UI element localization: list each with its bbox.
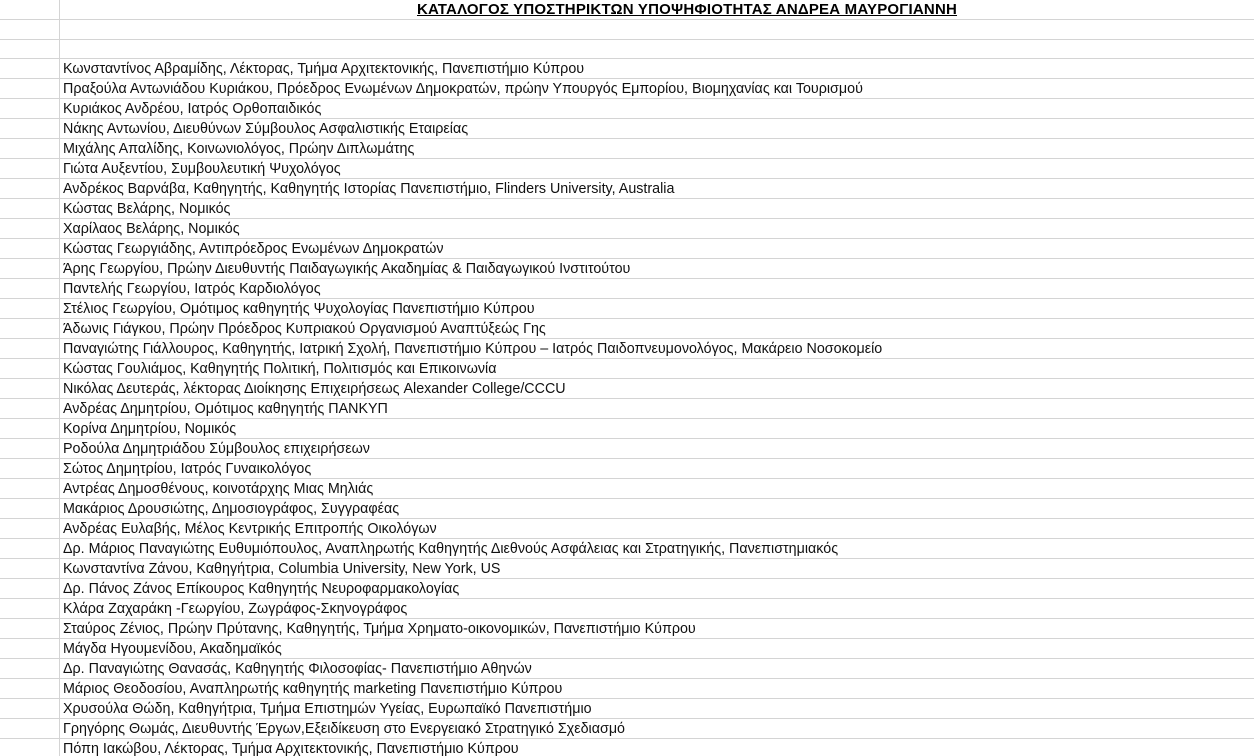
table-row[interactable] <box>0 559 1254 579</box>
blank-row[interactable] <box>0 40 1254 59</box>
supporter-cell: Κωνσταντίνα Ζάνου, Καθηγήτρια, Columbia University, New York, US <box>63 561 501 577</box>
supporter-cell: Παναγιώτης Γιάλλουρος, Καθηγητής, Ιατρική Σχολή, Πανεπιστήμιο Κύπρου – Ιατρός Παιδοπνευμονολόγος, Μακάρειο Νοσοκομείο <box>63 341 883 357</box>
supporter-cell: Σώτος Δημητρίου, Ιατρός Γυναικολόγος <box>63 461 312 477</box>
supporter-cell: Στέλιος Γεωργίου, Ομότιμος καθηγητής Ψυχολογίας Πανεπιστήμιο Κύπρου <box>63 301 535 317</box>
page-title: ΚΑΤΑΛΟΓΟΣ ΥΠΟΣΤΗΡΙΚΤΩΝ ΥΠΟΨΗΦΙΟΤΗΤΑΣ ΑΝΔΡΕΑ ΜΑΥΡΟΓΙΑΝΝΗ <box>416 1 958 18</box>
table-row[interactable] <box>0 319 1254 339</box>
supporter-cell: Κώστας Γεωργιάδης, Αντιπρόεδρος Ενωμένων Δημοκρατών <box>63 241 444 257</box>
supporter-cell: Κορίνα Δημητρίου, Νομικός <box>63 421 237 437</box>
supporter-cell: Σταύρος Ζένιος, Πρώην Πρύτανης, Καθηγητής, Τμήμα Χρηματο-οικονομικών, Πανεπιστήμιο Κύπρου <box>63 621 696 637</box>
table-row[interactable] <box>0 59 1254 79</box>
supporter-cell: Κώστας Γουλιάμος, Καθηγητής Πολιτική, Πολιτισμός και Επικοινωνία <box>63 361 497 377</box>
supporter-cell: Χρυσούλα Θώδη, Καθηγήτρια, Τμήμα Επιστημών Υγείας, Ευρωπαϊκό Πανεπιστήμιο <box>63 701 592 717</box>
supporter-cell: Κυριάκος Ανδρέου, Ιατρός Ορθοπαιδικός <box>63 101 322 117</box>
supporter-cell: Μάγδα Ηγουμενίδου, Ακαδημαϊκός <box>63 641 282 657</box>
table-row[interactable] <box>0 339 1254 359</box>
supporter-cell: Γρηγόρης Θωμάς, Διευθυντής Έργων,Εξειδίκευση στο Ενεργειακό Στρατηγικό Σχεδιασμό <box>63 721 626 737</box>
table-row[interactable] <box>0 139 1254 159</box>
table-row[interactable] <box>0 239 1254 259</box>
table-row[interactable] <box>0 299 1254 319</box>
table-row[interactable] <box>0 599 1254 619</box>
supporter-cell: Δρ. Παναγιώτης Θανασάς, Καθηγητής Φιλοσοφίας- Πανεπιστήμιο Αθηνών <box>63 661 532 677</box>
supporter-cell: Κωνσταντίνος Αβραμίδης, Λέκτορας, Τμήμα Αρχιτεκτονικής, Πανεπιστήμιο Κύπρου <box>63 61 585 77</box>
supporter-cell: Άδωνις Γιάγκου, Πρώην Πρόεδρος Κυπριακού Οργανισμού Αναπτύξεώς Γης <box>63 321 546 337</box>
supporter-cell: Νικόλας Δευτεράς, λέκτορας Διοίκησης Επιχειρήσεως Alexander College/CCCU <box>63 381 566 397</box>
table-row[interactable] <box>0 99 1254 119</box>
table-row[interactable] <box>0 719 1254 739</box>
supporter-cell: Δρ. Πάνος Ζάνος Επίκουρος Καθηγητής Νευροφαρμακολογίας <box>63 581 460 597</box>
supporter-cell: Ανδρέας Ευλαβής, Μέλος Κεντρικής Επιτροπής Οικολόγων <box>63 521 437 537</box>
table-row[interactable] <box>0 259 1254 279</box>
table-row[interactable] <box>0 399 1254 419</box>
table-row[interactable] <box>0 459 1254 479</box>
supporter-cell: Δρ. Μάριος Παναγιώτης Ευθυμιόπουλος, Αναπληρωτής Καθηγητής Διεθνούς Ασφάλειας και Στρατηγικής, Πανεπιστημιακός <box>63 541 839 557</box>
table-row[interactable] <box>0 659 1254 679</box>
supporter-cell: Πόπη Ιακώβου, Λέκτορας, Τμήμα Αρχιτεκτονικής, Πανεπιστήμιο Κύπρου <box>63 741 519 756</box>
supporter-cell: Κώστας Βελάρης, Νομικός <box>63 201 231 217</box>
blank-row[interactable] <box>0 20 1254 40</box>
supporter-cell: Γιώτα Αυξεντίου, Συμβουλευτική Ψυχολόγος <box>63 161 341 177</box>
table-row[interactable] <box>0 359 1254 379</box>
table-row[interactable] <box>0 499 1254 519</box>
supporter-cell: Μακάριος Δρουσιώτης, Δημοσιογράφος, Συγγραφέας <box>63 501 400 517</box>
title-row[interactable] <box>0 0 1254 20</box>
supporter-cell: Παντελής Γεωργίου, Ιατρός Καρδιολόγος <box>63 281 321 297</box>
table-row[interactable] <box>0 199 1254 219</box>
table-row[interactable] <box>0 639 1254 659</box>
supporter-cell: Άρης Γεωργίου, Πρώην Διευθυντής Παιδαγωγικής Ακαδημίας & Παιδαγωγικού Ινστιτούτου <box>63 261 631 277</box>
table-row[interactable] <box>0 159 1254 179</box>
table-row[interactable] <box>0 739 1254 756</box>
table-row[interactable] <box>0 119 1254 139</box>
table-row[interactable] <box>0 679 1254 699</box>
table-row[interactable] <box>0 419 1254 439</box>
table-row[interactable] <box>0 579 1254 599</box>
supporter-cell: Νάκης Αντωνίου, Διευθύνων Σύμβουλος Ασφαλιστικής Εταιρείας <box>63 121 469 137</box>
table-row[interactable] <box>0 379 1254 399</box>
supporter-cell: Αντρέας Δημοσθένους, κοινοτάρχης Μιας Μηλιάς <box>63 481 374 497</box>
supporter-cell: Χαρίλαος Βελάρης, Νομικός <box>63 221 240 237</box>
supporter-cell: Ανδρέας Δημητρίου, Ομότιμος καθηγητής ΠΑΝΚΥΠ <box>63 401 388 417</box>
table-row[interactable] <box>0 539 1254 559</box>
table-row[interactable] <box>0 519 1254 539</box>
table-row[interactable] <box>0 79 1254 99</box>
supporter-cell: Μάριος Θεοδοσίου, Αναπληρωτής καθηγητής marketing Πανεπιστήμιο Κύπρου <box>63 681 563 697</box>
table-row[interactable] <box>0 699 1254 719</box>
table-row[interactable] <box>0 439 1254 459</box>
supporter-cell: Ανδρέκος Βαρνάβα, Καθηγητής, Καθηγητής Ιστορίας Πανεπιστήμιο, Flinders University, Australia <box>63 181 675 197</box>
table-row[interactable] <box>0 279 1254 299</box>
table-row[interactable] <box>0 619 1254 639</box>
supporter-cell: Πραξούλα Αντωνιάδου Κυριάκου, Πρόεδρος Ενωμένων Δημοκρατών, πρώην Υπουργός Εμπορίου, Βιομηχανίας και Τουρισμού <box>63 81 863 97</box>
supporter-cell: Κλάρα Ζαχαράκη -Γεωργίου, Ζωγράφος-Σκηνογράφος <box>63 601 408 617</box>
supporter-cell: Μιχάλης Απαλίδης, Κοινωνιολόγος, Πρώην Διπλωμάτης <box>63 141 415 157</box>
table-row[interactable] <box>0 479 1254 499</box>
table-row[interactable] <box>0 219 1254 239</box>
supporter-cell: Ροδούλα Δημητριάδου Σύμβουλος επιχειρήσεων <box>63 441 370 457</box>
table-row[interactable] <box>0 179 1254 199</box>
